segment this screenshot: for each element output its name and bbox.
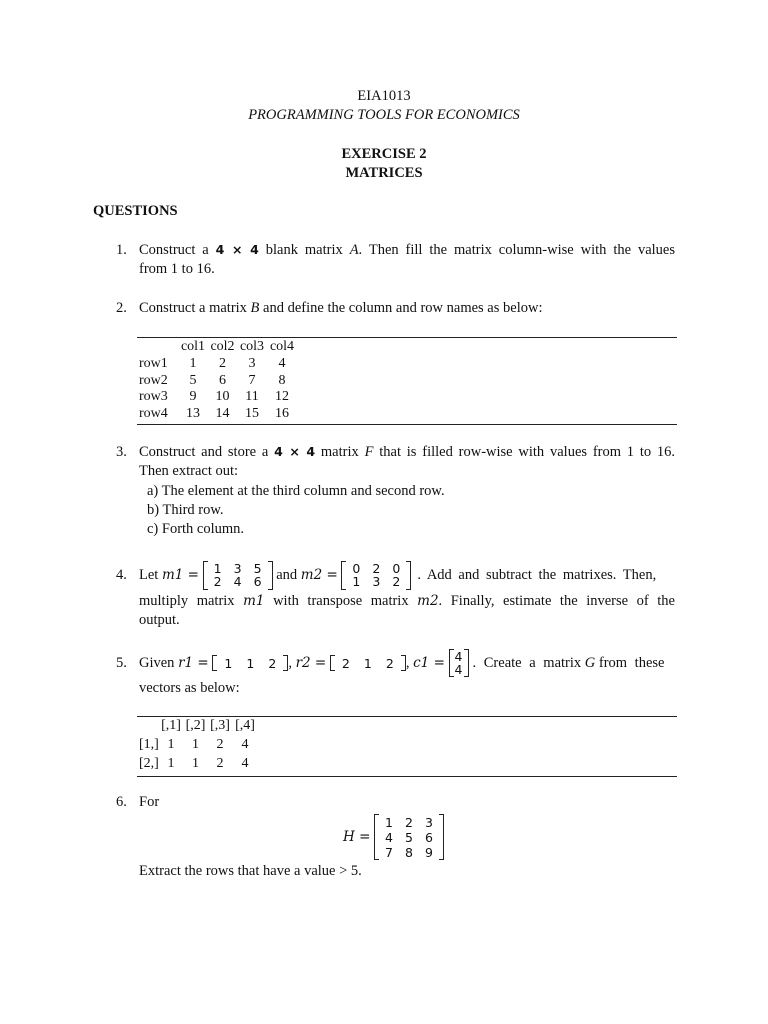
list-item: a) The element at the third column and second row. bbox=[147, 483, 445, 499]
q3-line2: Then extract out: bbox=[139, 463, 239, 479]
table-header-row bbox=[139, 718, 257, 737]
q1-number: 1. bbox=[116, 242, 127, 258]
q5-table-top-rule bbox=[137, 716, 677, 717]
matrix-h-equation: H = 1 2 3 4 5 6 7 8 9 bbox=[343, 812, 444, 862]
matrix-m1: 1 3 5 2 4 6 bbox=[203, 561, 273, 590]
table-row bbox=[139, 406, 297, 423]
q2-text: Construct a matrix B and define the column and row names as below: bbox=[139, 300, 543, 316]
course-code: EIA1013 bbox=[357, 88, 411, 104]
table-header: [,1] bbox=[161, 718, 181, 733]
table-cell: 1 bbox=[189, 355, 197, 371]
matrix-h: 1 2 3 4 5 6 7 8 9 bbox=[374, 814, 444, 860]
row-name: row1 bbox=[139, 355, 168, 371]
q4-line3: output. bbox=[139, 612, 180, 628]
table-header: col4 bbox=[269, 339, 295, 354]
row-name: [1,] bbox=[139, 737, 159, 752]
q4-line1: Let m1 = 1 3 5 2 4 6 and m2 = 0 2 0 1 3 2 . Add and subtract the matrixes. Then, bbox=[139, 561, 657, 589]
q5-table-bottom-rule bbox=[137, 776, 677, 777]
row-name: [2,] bbox=[139, 756, 159, 771]
q2-table bbox=[139, 339, 297, 423]
q2-table-bottom-rule bbox=[137, 424, 677, 425]
table-header: [,4] bbox=[235, 718, 255, 733]
q5-number: 5. bbox=[116, 655, 127, 671]
q3-number: 3. bbox=[116, 444, 127, 460]
list-item: b) Third row. bbox=[147, 502, 224, 518]
table-cell: 6 bbox=[219, 372, 226, 388]
row-name: row2 bbox=[139, 372, 168, 388]
course-title: PROGRAMMING TOOLS FOR ECONOMICS bbox=[248, 107, 520, 123]
q3-line1: Construct and store a 4 × 4 matrix F that is filled row-wise with values from 1 to 16. bbox=[139, 444, 676, 460]
q6-number: 6. bbox=[116, 794, 127, 810]
q1-line1: Construct a 4 × 4 blank matrix A. Then fill the matrix column-wise with the values bbox=[139, 242, 675, 258]
table-header-row bbox=[139, 339, 297, 356]
row-name: row3 bbox=[139, 389, 168, 405]
vector-r2: 2 1 2 bbox=[330, 655, 406, 671]
topic-title: MATRICES bbox=[345, 165, 423, 181]
table-cell: 7 bbox=[248, 372, 256, 388]
table-cell: 5 bbox=[189, 372, 197, 388]
table-cell: 9 bbox=[189, 389, 197, 405]
table-header: col1 bbox=[180, 339, 206, 354]
table-cell: 4 bbox=[278, 355, 286, 371]
q6-task: Extract the rows that have a value > 5. bbox=[139, 863, 362, 879]
table-row bbox=[139, 373, 297, 390]
matrix-m2: 0 2 0 1 3 2 bbox=[341, 561, 411, 590]
table-cell: 2 bbox=[219, 355, 226, 371]
q4-number: 4. bbox=[116, 567, 127, 583]
table-cell: 3 bbox=[248, 355, 256, 371]
q6-intro: For bbox=[139, 794, 160, 810]
row-name: row4 bbox=[139, 406, 168, 422]
table-cell: 12 bbox=[275, 389, 289, 405]
table-cell: 1 bbox=[192, 756, 199, 771]
section-heading: QUESTIONS bbox=[93, 203, 178, 219]
table-header: [,3] bbox=[210, 718, 230, 733]
table-cell: 11 bbox=[245, 389, 259, 405]
table-cell: 2 bbox=[216, 737, 224, 752]
table-row bbox=[139, 756, 257, 775]
table-cell: 1 bbox=[167, 737, 175, 752]
table-cell: 15 bbox=[245, 406, 259, 422]
table-row bbox=[139, 389, 297, 406]
q2-number: 2. bbox=[116, 300, 127, 316]
table-cell: 1 bbox=[167, 756, 175, 771]
q5-line2: vectors as below: bbox=[139, 680, 240, 696]
q4-line2: multiply matrix m1 with transpose matrix m2. Finally, estimate the inverse of the bbox=[139, 593, 675, 609]
table-header: col3 bbox=[239, 339, 265, 354]
table-cell: 10 bbox=[215, 389, 230, 405]
q5-table bbox=[139, 718, 257, 775]
table-cell: 16 bbox=[275, 406, 289, 422]
table-row bbox=[139, 356, 297, 373]
table-row bbox=[139, 737, 257, 756]
table-cell: 1 bbox=[192, 737, 199, 752]
table-cell: 4 bbox=[241, 756, 249, 771]
table-cell: 2 bbox=[216, 756, 224, 771]
table-cell: 4 bbox=[241, 737, 249, 752]
table-header: [,2] bbox=[185, 718, 206, 733]
q5-line1: Given r1 = 1 1 2 , r2 = 2 1 2 , c1 = 4 4 . Create a matrix G from these bbox=[139, 649, 665, 677]
exercise-title: EXERCISE 2 bbox=[341, 146, 427, 162]
list-item: c) Forth column. bbox=[147, 521, 245, 537]
q1-line2: from 1 to 16. bbox=[139, 261, 215, 277]
table-cell: 8 bbox=[278, 372, 286, 388]
table-header: col2 bbox=[210, 339, 235, 354]
table-cell: 14 bbox=[215, 406, 230, 422]
table-cell: 13 bbox=[186, 406, 200, 422]
vector-c1: 4 4 bbox=[449, 649, 469, 677]
q2-table-top-rule bbox=[137, 337, 677, 338]
vector-r1: 1 1 2 bbox=[212, 655, 288, 671]
